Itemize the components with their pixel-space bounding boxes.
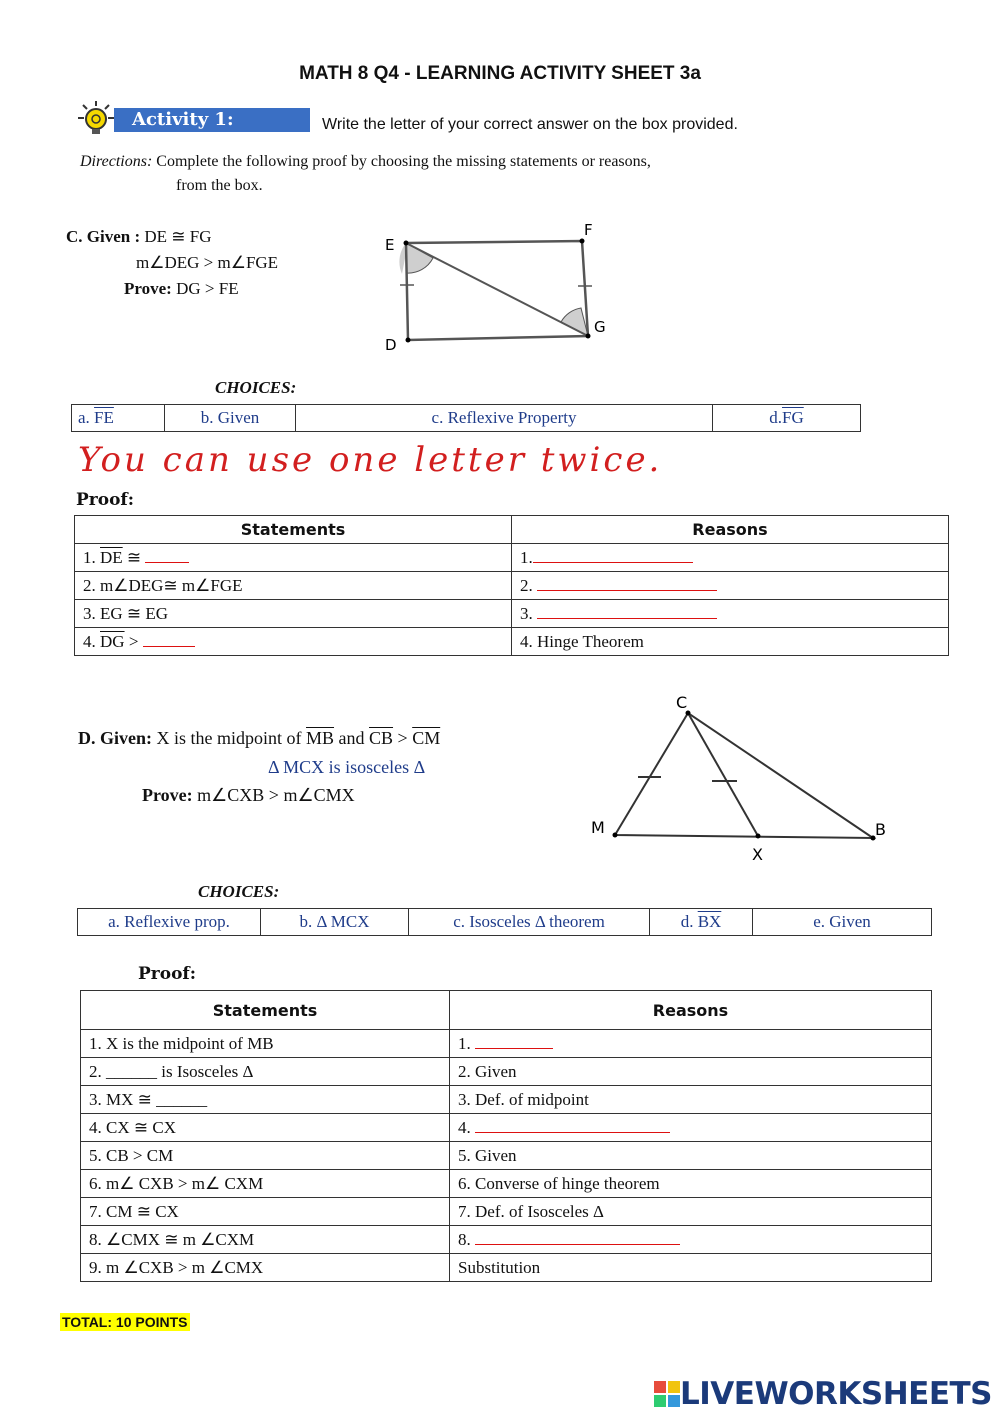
reasons-header: Reasons (450, 991, 932, 1030)
part-c-given (66, 227, 212, 247)
reason-cell: 1. (512, 544, 949, 572)
part-c-given-1: DE ≅ FG (144, 227, 212, 246)
statement-cell: 3. MX ≅ ______ (81, 1086, 450, 1114)
table-row (81, 1226, 932, 1254)
directions-continuation: from the box. (176, 177, 263, 194)
reason-cell: Substitution (450, 1254, 932, 1282)
part-d-given: D. Given: X is the midpoint of $\overline{MB}$ and $\overline{CB} > \overline{CM}$ (78, 728, 441, 748)
choice-c: c. Isosceles Δ theorem (409, 909, 650, 936)
statement-cell: 1. $\overline{DE}$ ≅ (75, 544, 512, 572)
statement-cell: 2. ______ is Isosceles Δ (81, 1058, 450, 1086)
label-x: X (752, 845, 763, 864)
choice-d: $d.\overline{FG}$ (713, 405, 861, 432)
reason-cell: 8. (450, 1226, 932, 1254)
part-c-prove (124, 279, 239, 299)
statement-cell: 2. m∠DEG≅ m∠FGE (75, 572, 512, 600)
answer-blank[interactable] (145, 548, 189, 563)
part-c-given-2: m∠DEG > m∠FGE (136, 253, 279, 272)
label-e: E (385, 236, 395, 254)
table-row (81, 1114, 932, 1142)
answer-blank[interactable] (537, 576, 717, 591)
table-row (75, 600, 949, 628)
label-f: F (584, 221, 593, 239)
statement-cell: 1. X is the midpoint of MB (81, 1030, 450, 1058)
label-g: G (594, 318, 606, 336)
answer-blank[interactable] (475, 1034, 553, 1049)
label-d: D (385, 336, 397, 354)
statement-cell: 6. m∠ CXB > m∠ CXM (81, 1170, 450, 1198)
table-row (81, 1254, 932, 1282)
label-b: B (875, 820, 886, 839)
choice-d: d. $\overline{BX}$ (650, 909, 753, 936)
table-row (81, 1170, 932, 1198)
part-d-given-isosceles: Δ MCX is isosceles Δ (268, 757, 426, 777)
table-row (75, 544, 949, 572)
choice-a: a. $\overline{FE}$ (72, 405, 165, 432)
quadrilateral-figure (378, 218, 628, 358)
reason-cell: 3. (512, 600, 949, 628)
statement-cell: 9. m ∠CXB > m ∠CMX (81, 1254, 450, 1282)
reason-cell: 4. Hinge Theorem (512, 628, 949, 656)
directions-text: Complete the following proof by choosing the missing statements or reasons, (156, 153, 651, 170)
page-title: MATH 8 Q4 - LEARNING ACTIVITY SHEET 3a (299, 63, 701, 84)
statements-header: Statements (81, 991, 450, 1030)
table-row (75, 572, 949, 600)
answer-blank[interactable] (143, 632, 195, 647)
directions (80, 150, 940, 198)
reason-cell: 2. (512, 572, 949, 600)
reason-cell: 1. (450, 1030, 932, 1058)
answer-blank[interactable] (533, 548, 693, 563)
reason-cell: 5. Given (450, 1142, 932, 1170)
part-c-choices-label: CHOICES: (215, 378, 297, 397)
part-c-proof-label: Proof: (76, 490, 135, 510)
choice-e: e. Given (753, 909, 932, 936)
choice-b: b. Δ MCX (261, 909, 409, 936)
table-row (81, 1142, 932, 1170)
choice-b: b. Given (165, 405, 296, 432)
statement-cell: 3. EG ≅ EG (75, 600, 512, 628)
part-d-choices-table (77, 908, 932, 936)
activity-banner (74, 100, 310, 136)
reason-cell: 4. (450, 1114, 932, 1142)
table-row (81, 1086, 932, 1114)
part-d-proof-table (80, 990, 932, 1282)
label-c: C (676, 693, 688, 712)
statement-cell: 4. CX ≅ CX (81, 1114, 450, 1142)
choice-a: a. Reflexive prop. (78, 909, 261, 936)
part-c-prove-label: Prove: (124, 279, 172, 298)
table-row (75, 628, 949, 656)
table-row (81, 1198, 932, 1226)
reasons-header: Reasons (512, 516, 949, 544)
part-d-choices-label: CHOICES: (198, 882, 280, 901)
answer-blank[interactable] (475, 1118, 670, 1133)
statement-cell: 4. $\overline{DG}$ > (75, 628, 512, 656)
handwritten-note: You can use one letter twice. (78, 440, 663, 480)
label-m: M (591, 818, 605, 837)
reason-cell: 7. Def. of Isosceles Δ (450, 1198, 932, 1226)
part-c-proof-table (74, 515, 949, 656)
part-d-prove: Prove: m∠CXB > m∠CMX (142, 785, 355, 805)
statement-cell: 8. ∠CMX ≅ m ∠CXM (81, 1226, 450, 1254)
part-c-choices-table (71, 404, 861, 432)
statement-cell: 7. CM ≅ CX (81, 1198, 450, 1226)
statements-header: Statements (75, 516, 512, 544)
brand-name: LIVEWORKSHEETS (680, 1376, 992, 1412)
reason-cell: 6. Converse of hinge theorem (450, 1170, 932, 1198)
directions-label: Directions: (80, 153, 153, 170)
part-c-given-label: C. Given : (66, 227, 141, 246)
table-row (81, 1058, 932, 1086)
choice-c: c. Reflexive Property (296, 405, 713, 432)
brand-logo (654, 1376, 992, 1412)
reason-cell: 3. Def. of midpoint (450, 1086, 932, 1114)
statement-cell: 5. CB > CM (81, 1142, 450, 1170)
table-row (81, 1030, 932, 1058)
part-d-proof-label: Proof: (138, 964, 197, 984)
activity-label: Activity 1: (114, 108, 310, 132)
answer-blank[interactable] (537, 604, 717, 619)
total-points: TOTAL: 10 POINTS (62, 1314, 188, 1330)
part-c-prove-text: DG > FE (176, 279, 239, 298)
lightbulb-icon (74, 100, 118, 136)
triangle-figure (585, 690, 895, 870)
answer-blank[interactable] (475, 1230, 680, 1245)
reason-cell: 2. Given (450, 1058, 932, 1086)
instruction-text: Write the letter of your correct answer on the box provided. (322, 116, 738, 133)
liveworksheets-icon (654, 1381, 680, 1407)
